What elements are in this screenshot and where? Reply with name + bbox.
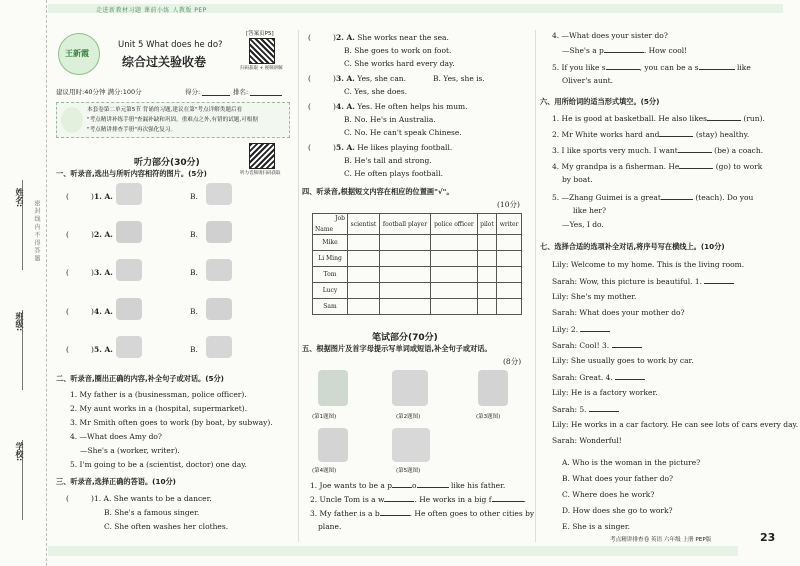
picture-2a xyxy=(116,221,142,243)
dialogue-line: Sarah: Great. 4. xyxy=(552,372,645,382)
s3-q1-b: B. She's a famous singer. xyxy=(104,508,200,517)
s6-item: 3. I like sports very much. I want (be) a coach. xyxy=(552,146,764,155)
teacher-icon xyxy=(61,107,83,133)
class-label: 班级: xyxy=(15,312,24,332)
s6-item: 2. Mr White works hard and (stay) healthy. xyxy=(552,130,750,139)
table-header: writer xyxy=(497,214,522,235)
dialogue-line: Sarah: 5. xyxy=(552,404,619,414)
notice-box: 本套卷第二单元第5节 背诵的习题,建议在第"考点详解类题后看 "考点精讲补练手册"查漏补缺和巩固。重难点之外,有错的试题,可根据 "考点精讲排查手册"再次强化复习。 xyxy=(56,102,290,138)
score-blank[interactable] xyxy=(202,95,230,96)
section-2-title: 二、听录音,圈出正确的内容,补全句子或对话。(5分) xyxy=(56,374,224,383)
table-header: pilot xyxy=(477,214,496,235)
section-5-points: (8分) xyxy=(503,357,522,366)
unit-title: Unit 5 What does he do? xyxy=(118,40,223,50)
table-row: Tom xyxy=(313,267,522,283)
s5-q1: 1. Joe wants to be a p o like his father. xyxy=(310,481,506,490)
dialogue-line: Lily: 2. xyxy=(552,324,610,334)
dialogue-line: Lily: She usually goes to work by car. xyxy=(552,356,694,365)
s2-item: 2. My aunt works in a (hospital, supermarket). xyxy=(70,404,248,413)
table-header: police officer xyxy=(431,214,478,235)
picture-5b xyxy=(206,336,232,358)
option-item: C. Where does he work? xyxy=(562,490,655,499)
option-item: B. What does your father do? xyxy=(562,474,674,483)
s5-q5: 5. If you like s , you can be a s like xyxy=(552,63,751,72)
police-picture xyxy=(318,370,348,406)
picture-1a xyxy=(116,183,142,205)
dialogue-line: Lily: She's my mother. xyxy=(552,292,637,301)
dialogue-line: Lily: Welcome to my home. This is the living room. xyxy=(552,260,745,269)
job-table xyxy=(312,213,522,315)
section-4-points: (10分) xyxy=(497,200,520,209)
s2-item: —She's a (worker, writer). xyxy=(80,446,180,455)
rank-label: 排名: xyxy=(233,88,249,96)
pilot-picture xyxy=(318,428,348,462)
picture-4a xyxy=(116,298,142,320)
option-item: E. She is a singer. xyxy=(562,522,630,531)
table-row: Lucy xyxy=(313,283,522,299)
section-1-title: 一、听录音,选出与所听内容相符的图片。(5分) xyxy=(56,169,207,178)
s5-q2: 2. Uncle Tom is a w . He works in a big f . xyxy=(310,495,526,504)
dialogue-line: Sarah: Cool! 3. xyxy=(552,340,642,350)
section-6-title: 六、用所给词的适当形式填空。(5分) xyxy=(540,97,660,106)
exam-title: 综合过关验收卷 xyxy=(122,55,207,69)
score-label: 得分: xyxy=(185,88,201,96)
school-label: 学校: xyxy=(15,442,24,462)
s6-q5: 5. —Zhang Guimei is a great (teach). Do you xyxy=(552,193,754,202)
qr-caption: 扫码获取 + 视频讲解 xyxy=(240,66,283,71)
s2-item: 3. Mr Smith often goes to work (by boat, by subway). xyxy=(70,418,273,427)
s2-item: 1. My father is a (businessman, police officer). xyxy=(70,390,247,399)
name-label: 姓名: xyxy=(15,188,24,208)
s6-q5-reply: —Yes, I do. xyxy=(562,220,604,229)
section-4-title: 四、听录音,根据短文内容在相应的位置画"√"。 xyxy=(302,187,454,196)
binding-strip xyxy=(0,0,47,566)
section-5-title: 五、根据图片及首字母提示写单词或短语,补全句子或对话。 xyxy=(302,344,492,353)
brand-logo: 王新霞 xyxy=(58,33,100,75)
option-item: D. How does she go to work? xyxy=(562,506,673,515)
s6-q5-cont: like her? xyxy=(573,206,607,215)
picture-2b xyxy=(206,221,232,243)
s6-item: 4. My grandpa is a fisherman. He (go) to work xyxy=(552,162,763,171)
answer-page-label: [答案页P5] xyxy=(246,31,274,37)
listening-part-title: 听力部分(30分) xyxy=(134,158,200,168)
dialogue-line: Sarah: What does your mother do? xyxy=(552,308,685,317)
table-corner: Job Name xyxy=(313,214,348,235)
worker-picture xyxy=(392,370,428,406)
writing-part-title: 笔试部分(70分) xyxy=(372,333,438,343)
dialogue-line: Lily: He is a factory worker. xyxy=(552,388,658,397)
option-item: A. Who is the woman in the picture? xyxy=(562,458,701,467)
footer-text: 考点精讲排查卷 英语 六年级 上册 PEP版 xyxy=(610,537,712,543)
picture-3a xyxy=(116,259,142,281)
audio-qr-icon xyxy=(249,143,275,169)
businessman-picture xyxy=(478,370,508,406)
s5-q4-answer: —She's a p . How cool! xyxy=(562,46,688,55)
s3-q1-a: 1. A. She wants to be a dancer. xyxy=(94,494,212,503)
rank-blank[interactable] xyxy=(250,95,282,96)
table-row: Mike xyxy=(313,235,522,251)
column-divider-1 xyxy=(298,30,299,542)
scientist-picture xyxy=(392,428,430,462)
page-number: 23 xyxy=(760,531,776,544)
s2-item: 4. —What does Amy do? xyxy=(70,432,162,441)
dialogue-line: Sarah: Wow, this picture is beautiful. 1. xyxy=(552,276,734,286)
picture-3b xyxy=(206,259,232,281)
top-band-text: 走进新教材习题 课前小练 人教版 PEP xyxy=(96,7,207,14)
picture-1b xyxy=(206,183,232,205)
s6-item: 1. He is good at basketball. He also likes (run). xyxy=(552,114,765,123)
dialogue-line: Sarah: Wonderful! xyxy=(552,436,622,445)
s5-q3-cont: plane. xyxy=(318,522,342,531)
seal-note: 密 封 线 内 不 得 答 题 xyxy=(33,200,40,262)
dialogue-line: Lily: He works in a car factory. He can see lots of cars every day. xyxy=(552,420,799,429)
table-row: Li Ming xyxy=(313,251,522,267)
s2-item: 5. I'm going to be a (scientist, doctor) one day. xyxy=(70,460,247,469)
table-header: football player xyxy=(379,214,430,235)
table-row: Sam xyxy=(313,299,522,315)
s5-q4-question: 4. —What does your sister do? xyxy=(552,31,668,40)
table-header: scientist xyxy=(348,214,380,235)
s6-q4-cont: by boat. xyxy=(562,175,593,184)
audio-qr-caption: 听力音频请扫码获取 xyxy=(240,171,281,176)
time-line: 建议用时:40分钟 满分:100分 xyxy=(56,88,142,96)
column-divider-2 xyxy=(535,30,536,542)
picture-4b xyxy=(206,298,232,320)
section-7-title: 七、选择合适的选项补全对话,将序号写在横线上。(10分) xyxy=(540,242,725,251)
bottom-band xyxy=(48,546,738,556)
s5-q5-cont: Oliver's aunt. xyxy=(562,76,614,85)
qr-code-icon xyxy=(249,38,275,64)
s5-q3: 3. My father is a b . He often goes to other cities by xyxy=(310,509,535,518)
section-3-title: 三、听录音,选择正确的答语。(10分) xyxy=(56,477,176,486)
picture-5a xyxy=(116,336,142,358)
s3-q1-c: C. She often washes her clothes. xyxy=(104,522,229,531)
exam-page: 走进新教材习题 课前小练 人教版 PEP 姓名: 班级: 学校: 密 封 线 内 不 得 答 题 王新霞 Unit 5 What does he do? 综合过关验收卷 [答案页P5] 扫码获取 + 视频讲解 建议用时:40分钟 满分:100分 得分: 排名: 本套卷第二单元第5节 背诵的习题,建议在第"考点详解类题后看 "考点精讲补练手册"查漏补缺和巩固。重难点之外,有错的试题,可根据 "考点精讲排查手册"再次强化复习。 听力部分(30分) 听力音频请扫码获取 一、听录音,选出与所听内容相符的图片。(5分) ( ) 1. A. B. ( ) 2. A. B. ( ) 3. A. B. ( ) 4. A. B. ( ) 5. A. B. 二、听录音,圈出正确的内容,补全句子或对话。(5分) 1. My father is a (businessman, police officer). 2. My aunt works in a (hospital, supermarket). 3. Mr Smith often goes to work (by boat, by subway). 4. —What does Amy do? —She's a (worker, writer). 5. I'm going to be a (scientist, doctor) one day. 三、听录音,选择正确的答语。(10分) ( ) 1. A. She wants to be a dancer. B. She's a famous singer. C. She often washes her clothes. ( ) 2. A. She works near the sea. B. She goes to work on foot. C. She works hard every day. ( ) 3. A. Yes, she can. B. Yes, she is. C. Yes, she does. ( ) 4. A. Yes. He often helps his mum. B. No. He's in Australia. C. No. He can't speak Chinese. ( ) 5. A. He likes playing football. B. He's tall and strong. C. He often plays football. 四、听录音,根据短文内容在相应的位置画"√"。 (10分) Job Name scientist football player police officer pilot writer Mike Li Ming Tom Lucy Sam 笔试部分(70分) 五、根据图片及首字母提示写单词或短语,补全句子或对话。 (8分) (第1题图) (第2题图) (第3题图) (第4题图) (第5题图) 1. Joe wants to be a p o like his father. 2. Uncle Tom is a w . He works in a big f . 3. My father is a b . He often goes to other cities by plane. 4. —What does your sister do? —She's a p . How cool! 5. If you like s , you can be a s like Oliver's aunt. 六、用所给词的适当形式填空。(5分) 1. He is good at basketball. He also likes (run). 2. Mr White works hard and (stay) healthy. 3. I like sports very much. I want (be) a coach. 4. My grandpa is a fisherman. He (go) to work by boat. 5. —Zhang Guimei is a great (teach). Do you like her? —Yes, I do. 七、选择合适的选项补全对话,将序号写在横线上。(10分) Lily: Welcome to my home. This is the living room. Sarah: Wow, this picture is beautiful. 1. Lily: She's my mother. Sarah: What does your mother do? Lily: 2. Sarah: Cool! 3. Lily: She usually goes to work by car. Sarah: Great. 4. Lily: He is a factory worker. Sarah: 5. Lily: He works in a car factory. He can see lots of cars every day. Sarah: Wonderful! A. Who is the woman in the picture? B. What does your father do? C. Where does he work? D. How does she go to work? E. She is a singer. 考点精讲排查卷 英语 六年级 上册 PEP版 23 xyxy=(0,0,800,566)
